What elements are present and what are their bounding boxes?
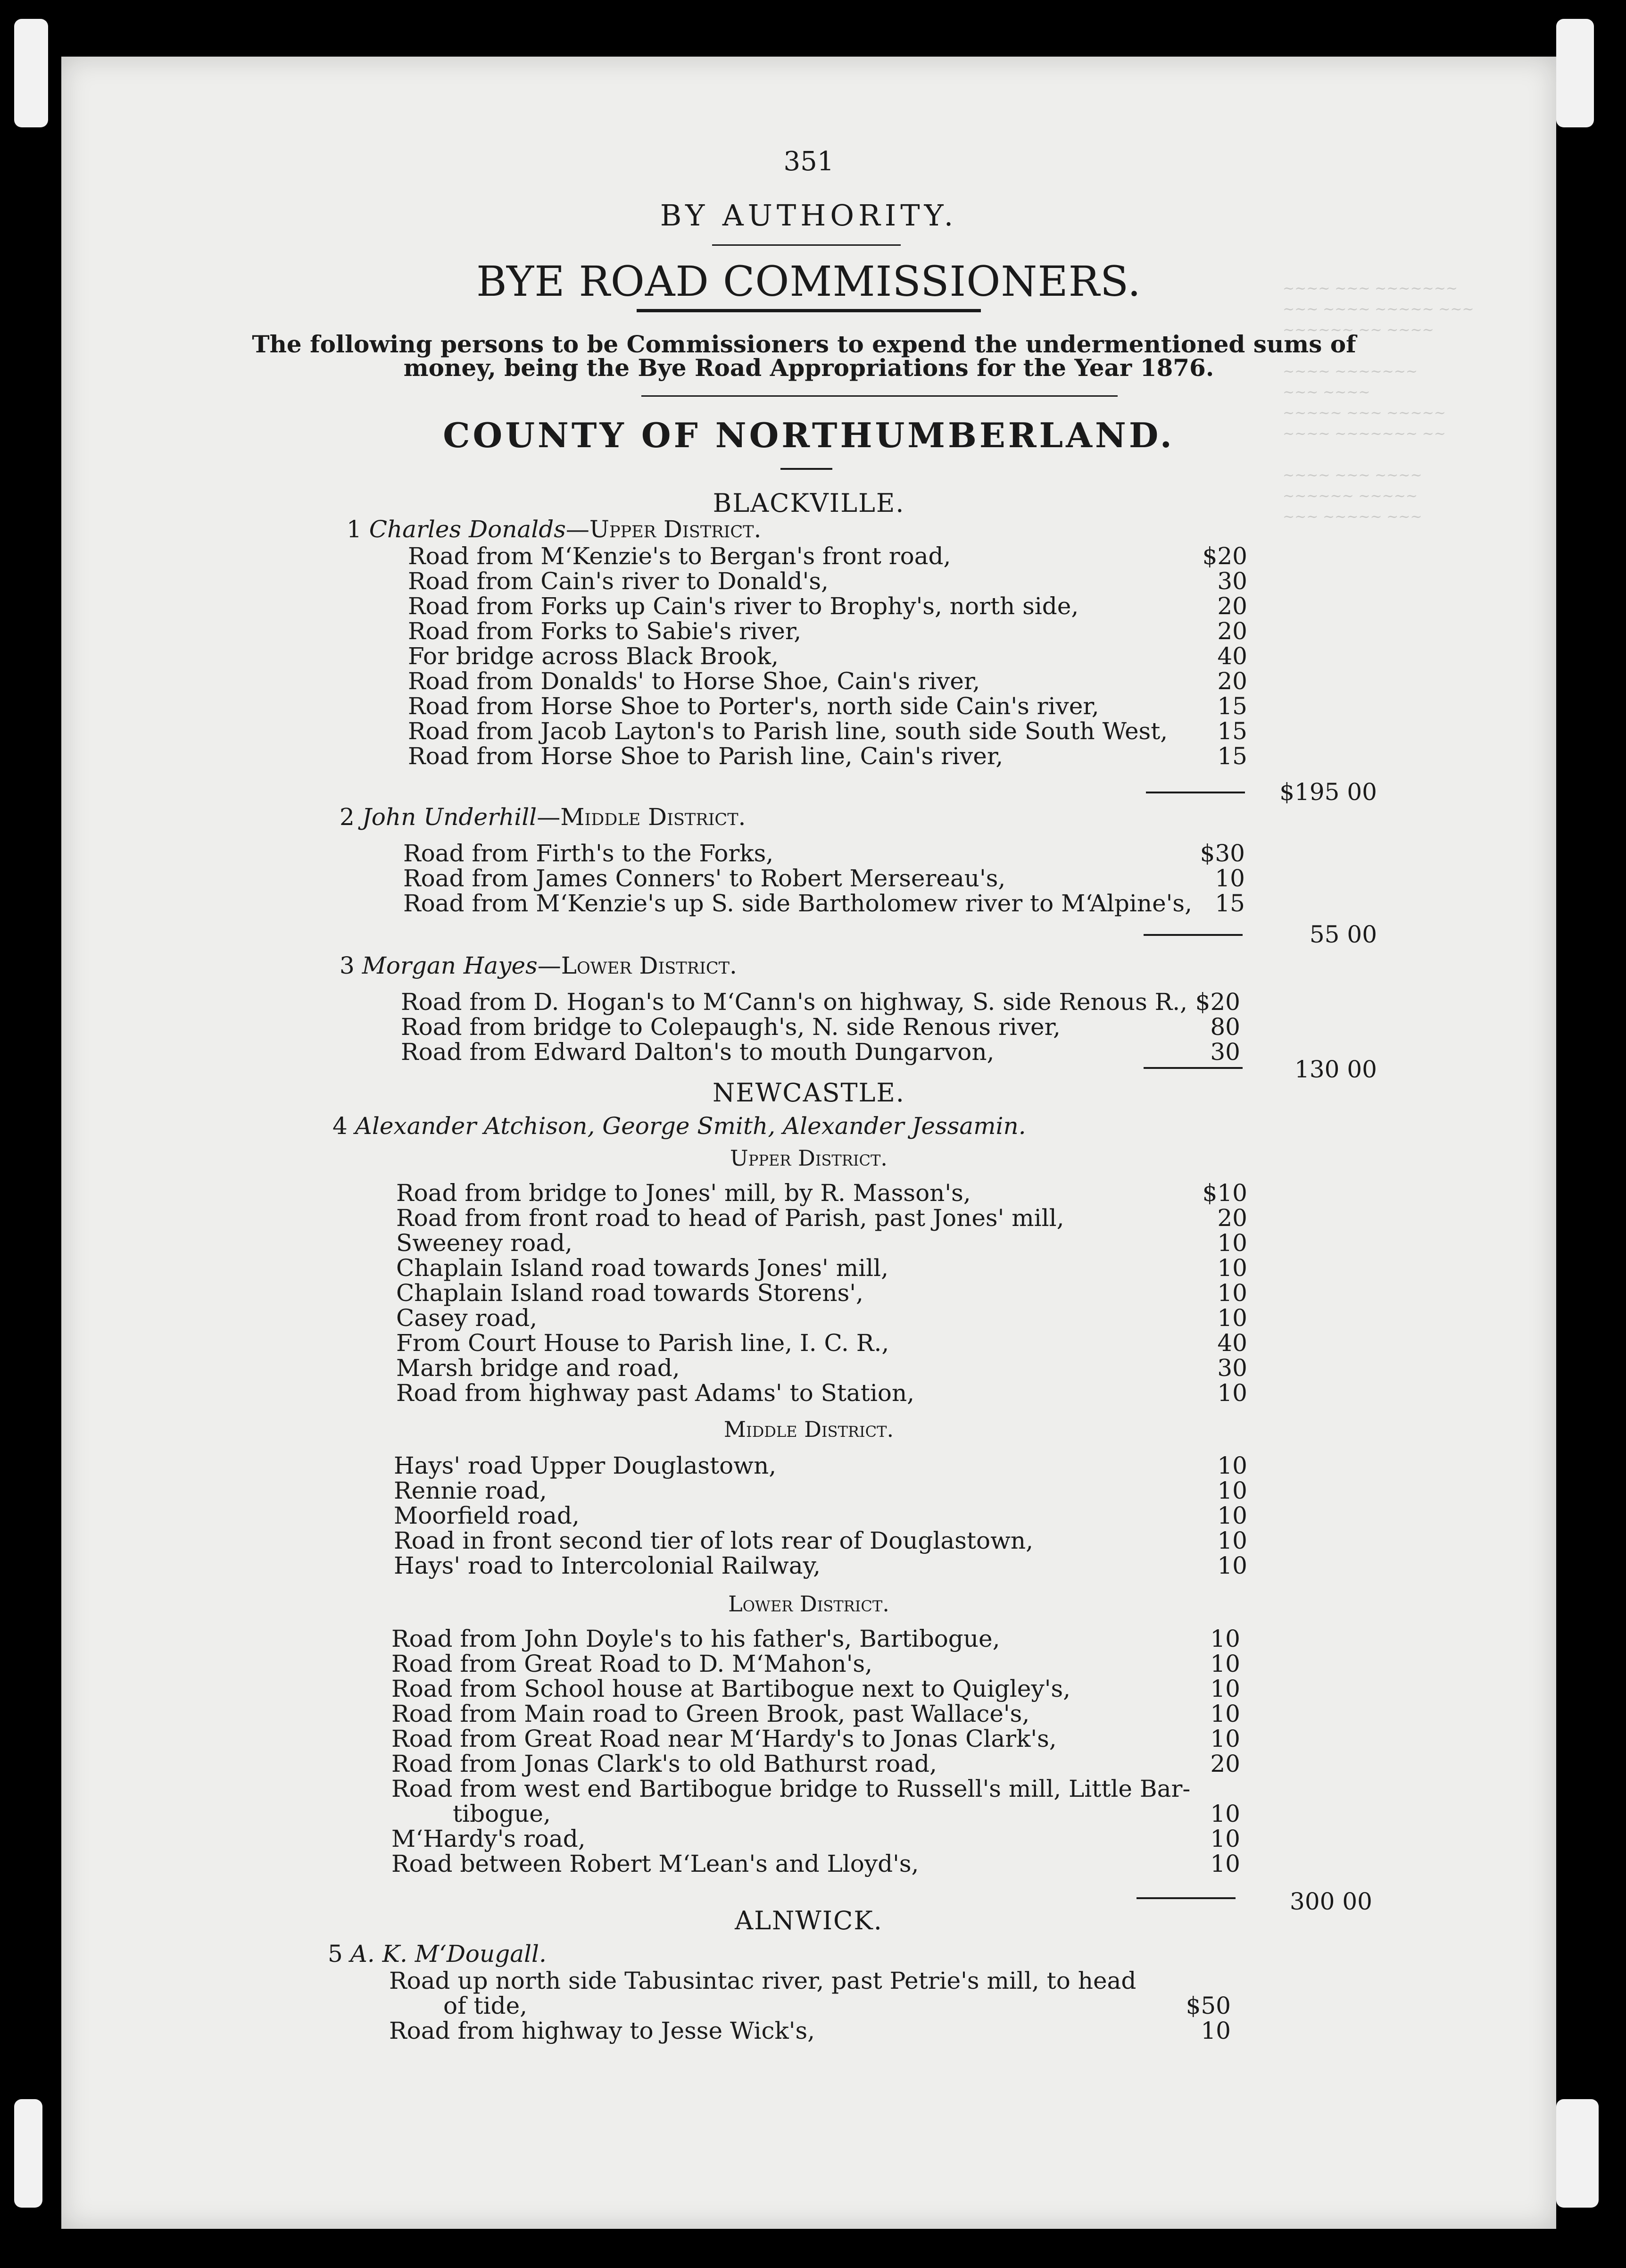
authority-rule bbox=[712, 244, 901, 246]
amount: 10 bbox=[1217, 1527, 1247, 1554]
county-heading: COUNTY OF NORTHUMBERLAND. bbox=[443, 415, 1175, 455]
list-item: Road from M‘Kenzie's up S. side Bartholomew river to M‘Alpine's, bbox=[403, 890, 1192, 917]
list-item: Road from Forks up Cain's river to Brophy's, north side, bbox=[408, 592, 1079, 620]
amount: $10 bbox=[1202, 1179, 1247, 1207]
list-item: Road from highway to Jesse Wick's, bbox=[389, 2017, 815, 2044]
list-item: Hays' road to Intercolonial Railway, bbox=[394, 1552, 821, 1579]
list-item: Road from Great Road to D. M‘Mahon's, bbox=[391, 1650, 873, 1677]
commissioner-names: Alexander Atchison, George Smith, Alexander Jessamin. bbox=[355, 1112, 1026, 1140]
list-item: Chaplain Island road towards Jones' mill, bbox=[396, 1254, 888, 1282]
entry-number: 1 bbox=[347, 516, 362, 543]
amount: 15 bbox=[1217, 692, 1247, 720]
film-edge-tab-left bbox=[14, 19, 48, 127]
commissioner-name: John Underhill bbox=[362, 803, 537, 831]
list-item: Road from John Doyle's to his father's, Bartibogue, bbox=[391, 1625, 1000, 1652]
film-edge-tab-right bbox=[1556, 19, 1594, 127]
list-item: Road from James Conners' to Robert Mersereau's, bbox=[403, 865, 1006, 892]
amount: 10 bbox=[1215, 865, 1245, 892]
amount: 10 bbox=[1210, 1625, 1240, 1652]
amount: 10 bbox=[1217, 1452, 1247, 1479]
list-item: Road from Firth's to the Forks, bbox=[403, 840, 774, 867]
subtotal-rule bbox=[1137, 1897, 1236, 1899]
list-item: Road from Great Road near M‘Hardy's to Jonas Clark's, bbox=[391, 1725, 1057, 1752]
list-item: Road from highway past Adams' to Station, bbox=[396, 1379, 915, 1407]
amount: 10 bbox=[1217, 1477, 1247, 1504]
subtotal: 130 00 bbox=[1294, 1056, 1377, 1083]
title-rule bbox=[637, 309, 981, 312]
subtotal: 300 00 bbox=[1290, 1888, 1372, 1915]
subtotal: 55 00 bbox=[1309, 921, 1377, 948]
amount: 10 bbox=[1210, 1800, 1240, 1827]
amount: 20 bbox=[1217, 592, 1247, 620]
amount: $20 bbox=[1195, 988, 1240, 1016]
list-item: Moorfield road, bbox=[394, 1502, 580, 1529]
county-rule bbox=[780, 468, 832, 470]
entry-number: 4 bbox=[332, 1112, 348, 1140]
list-item: Road from School house at Bartibogue next to Quigley's, bbox=[391, 1675, 1070, 1702]
amount: 10 bbox=[1210, 1850, 1240, 1877]
amount: 20 bbox=[1210, 1750, 1240, 1777]
list-item: Hays' road Upper Douglastown, bbox=[394, 1452, 777, 1479]
page-title: BYE ROAD COMMISSIONERS. bbox=[476, 257, 1141, 306]
district-label: —Middle District. bbox=[537, 803, 746, 831]
list-item: Road from front road to head of Parish, past Jones' mill, bbox=[396, 1204, 1064, 1232]
list-item: Road from Edward Dalton's to mouth Dungarvon, bbox=[401, 1038, 995, 1066]
page-number: 351 bbox=[783, 146, 834, 177]
amount: 10 bbox=[1201, 2017, 1231, 2044]
district-heading-middle: Middle District. bbox=[723, 1417, 894, 1442]
amount: 20 bbox=[1217, 617, 1247, 645]
amount: 10 bbox=[1217, 1229, 1247, 1257]
list-item: Road from Horse Shoe to Parish line, Cain's river, bbox=[408, 742, 1004, 770]
list-item: Road from Jonas Clark's to old Bathurst road, bbox=[391, 1750, 937, 1777]
list-item: Road from Forks to Sabie's river, bbox=[408, 617, 802, 645]
intro-rule bbox=[641, 395, 1118, 397]
amount: 15 bbox=[1217, 742, 1247, 770]
list-item: Chaplain Island road towards Storens', bbox=[396, 1279, 863, 1307]
commissioner-name: Charles Donalds bbox=[369, 516, 566, 543]
intro-line-2: money, being the Bye Road Appropriations for the Year 1876. bbox=[403, 354, 1214, 382]
subtotal-rule bbox=[1144, 934, 1243, 936]
list-item: Sweeney road, bbox=[396, 1229, 572, 1257]
commissioner-line bbox=[332, 1113, 1026, 1139]
list-item: Road up north side Tabusintac river, past Petrie's mill, to head bbox=[389, 1967, 1137, 1994]
list-item: Road from Cain's river to Donald's, bbox=[408, 567, 829, 595]
district-label: —Upper District. bbox=[565, 516, 762, 543]
list-item: Road from Jacob Layton's to Parish line, south side South West, bbox=[408, 717, 1168, 745]
list-item: Marsh bridge and road, bbox=[396, 1354, 680, 1382]
amount: 10 bbox=[1210, 1675, 1240, 1702]
list-item: Road in front second tier of lots rear of Douglastown, bbox=[394, 1527, 1033, 1554]
commissioner-line bbox=[347, 517, 761, 542]
list-item-continuation: tibogue, bbox=[453, 1800, 551, 1827]
entry-number: 3 bbox=[340, 952, 355, 979]
parish-heading-alnwick: ALNWICK. bbox=[735, 1906, 883, 1935]
district-label: —Lower District. bbox=[537, 952, 737, 979]
amount: $20 bbox=[1202, 542, 1247, 570]
entry-number: 2 bbox=[340, 803, 355, 831]
list-item: Road from Main road to Green Brook, past Wallace's, bbox=[391, 1700, 1030, 1727]
list-item: Rennie road, bbox=[394, 1477, 547, 1504]
amount: 40 bbox=[1217, 1329, 1247, 1357]
list-item: Road from Donalds' to Horse Shoe, Cain's river, bbox=[408, 667, 980, 695]
amount: 40 bbox=[1217, 642, 1247, 670]
amount: 80 bbox=[1210, 1013, 1240, 1041]
amount: 30 bbox=[1217, 1354, 1247, 1382]
amount: 30 bbox=[1217, 567, 1247, 595]
commissioner-line bbox=[340, 804, 746, 830]
amount: 10 bbox=[1210, 1650, 1240, 1677]
amount: 10 bbox=[1217, 1304, 1247, 1332]
commissioner-name: Morgan Hayes bbox=[362, 952, 538, 979]
list-item: Casey road, bbox=[396, 1304, 538, 1332]
amount: 10 bbox=[1217, 1279, 1247, 1307]
entry-number: 5 bbox=[328, 1940, 343, 1968]
film-edge-tab-bottom-right bbox=[1556, 2099, 1599, 2208]
amount: 15 bbox=[1217, 717, 1247, 745]
amount: $30 bbox=[1200, 840, 1245, 867]
subtotal-rule bbox=[1144, 1067, 1243, 1069]
amount: 10 bbox=[1210, 1825, 1240, 1852]
amount: 10 bbox=[1217, 1379, 1247, 1407]
amount: 30 bbox=[1210, 1038, 1240, 1066]
list-item: Road from bridge to Colepaugh's, N. side Renous river, bbox=[401, 1013, 1061, 1041]
list-item: Road between Robert M‘Lean's and Lloyd's, bbox=[391, 1850, 919, 1877]
list-item: Road from Horse Shoe to Porter's, north side Cain's river, bbox=[408, 692, 1099, 720]
list-item: For bridge across Black Brook, bbox=[408, 642, 779, 670]
list-item: Road from D. Hogan's to M‘Cann's on highway, S. side Renous R., bbox=[401, 988, 1188, 1016]
amount: 10 bbox=[1217, 1254, 1247, 1282]
parish-heading-newcastle: NEWCASTLE. bbox=[713, 1078, 905, 1108]
amount: 10 bbox=[1210, 1725, 1240, 1752]
amount: 20 bbox=[1217, 1204, 1247, 1232]
subtotal-rule bbox=[1146, 792, 1245, 793]
list-item-continuation: of tide, bbox=[443, 1992, 528, 2019]
list-item: Road from west end Bartibogue bridge to Russell's mill, Little Bar- bbox=[391, 1775, 1191, 1802]
commissioner-line bbox=[340, 953, 737, 979]
film-edge-tab-bottom-left bbox=[14, 2099, 42, 2208]
list-item: Road from bridge to Jones' mill, by R. Masson's, bbox=[396, 1179, 971, 1207]
amount: $50 bbox=[1186, 1992, 1231, 2019]
district-heading-lower: Lower District. bbox=[728, 1591, 889, 1617]
document-page bbox=[61, 57, 1556, 2229]
intro-line-1: The following persons to be Commissioners to expend the undermentioned sums of bbox=[252, 330, 1356, 358]
list-item: Road from M‘Kenzie's to Bergan's front road, bbox=[408, 542, 951, 570]
district-heading-upper: Upper District. bbox=[730, 1145, 888, 1171]
commissioner-name: A. K. M‘Dougall. bbox=[350, 1940, 547, 1968]
amount: 15 bbox=[1215, 890, 1245, 917]
amount: 10 bbox=[1210, 1700, 1240, 1727]
bleed-through-text: ~~~~ ~~~ ~~~~~~~ ~~~ ~~~~ ~~~~~ ~~~ ~~~~~~ ~~ ~~~~ ~~~~ ~~~~~~~ ~~~ ~~~~ ~~~~~ ~~~ ~~~~~ ~~~~ ~~~~~~~ ~~ ~~~~ ~~~ ~~~~ ~~~~~~ ~~~~~ ~~~ ~~~~~ ~~~ bbox=[1283, 280, 1474, 525]
list-item: From Court House to Parish line, I. C. R., bbox=[396, 1329, 889, 1357]
amount: 10 bbox=[1217, 1552, 1247, 1579]
amount: 10 bbox=[1217, 1502, 1247, 1529]
parish-heading-blackville: BLACKVILLE. bbox=[713, 488, 905, 518]
list-item: M‘Hardy's road, bbox=[391, 1825, 586, 1852]
amount: 20 bbox=[1217, 667, 1247, 695]
authority-heading: BY AUTHORITY. bbox=[660, 198, 958, 233]
subtotal: $195 00 bbox=[1279, 778, 1377, 806]
commissioner-line bbox=[328, 1941, 547, 1967]
